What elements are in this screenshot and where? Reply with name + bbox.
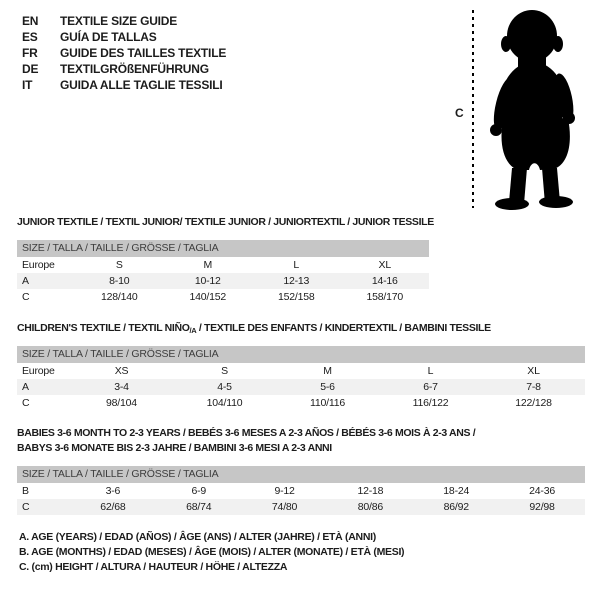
value-cell: L [427, 365, 434, 377]
value-cell: 12-13 [283, 275, 310, 287]
language-row [22, 45, 226, 61]
heading-text: BABYS 3-6 MONATE BIS 2-3 JAHRE / BAMBINI 3-6 MESI A 2-3 ANNI [17, 441, 332, 454]
value-cell: 116/122 [412, 397, 449, 409]
language-code: FR [22, 46, 38, 60]
value-cell: 6-7 [423, 381, 438, 393]
row-label-cell: C [22, 501, 30, 513]
size-header-label: SIZE / TALLA / TAILLE / GRÖSSE / TAGLIA [22, 348, 219, 360]
language-row [22, 13, 226, 29]
section-heading-line [17, 321, 491, 339]
guide-title: TEXTILE SIZE GUIDE [60, 14, 178, 28]
language-list [22, 13, 226, 93]
section-heading-babies [17, 426, 475, 455]
section-heading-junior [17, 215, 434, 230]
table-row [17, 483, 585, 499]
value-cell: M [203, 259, 213, 271]
language-code: IT [22, 78, 33, 92]
heading-text: CHILDREN'S TEXTILE / TEXTIL NIÑO [17, 322, 190, 334]
value-cell: 3-4 [114, 381, 129, 393]
value-cell: 12-18 [357, 485, 384, 497]
footnotes [19, 530, 404, 576]
value-cell: 86/92 [443, 501, 469, 513]
value-cell: 7-8 [526, 381, 541, 393]
row-label-cell: Europe [22, 365, 55, 377]
value-cell: XL [527, 365, 540, 377]
table-row [17, 363, 585, 379]
value-cell: 98/104 [106, 397, 137, 409]
table-row [17, 289, 429, 305]
value-cell: 6-9 [191, 485, 207, 497]
value-cell: 128/140 [100, 291, 138, 303]
language-code: EN [22, 14, 39, 28]
size-header-label: SIZE / TALLA / TAILLE / GRÖSSE / TAGLIA [22, 242, 219, 254]
guide-title: TEXTILGRÖßENFÜHRUNG [60, 62, 209, 76]
value-cell: 122/128 [515, 397, 552, 409]
value-cell: L [293, 259, 300, 271]
value-cell: 104/110 [206, 397, 243, 409]
table-row [17, 379, 585, 395]
value-cell: 10-12 [194, 275, 221, 287]
value-cell: 68/74 [186, 501, 212, 513]
value-cell: 158/170 [366, 291, 404, 303]
row-label-cell: C [22, 291, 30, 303]
value-cell: 5-6 [320, 381, 335, 393]
value-cell: 80/86 [357, 501, 384, 513]
table-row [17, 499, 585, 515]
size-header-bar [17, 346, 585, 363]
value-cell: 3-6 [105, 485, 121, 497]
value-cell: 62/68 [100, 501, 126, 513]
row-label-cell: Europe [22, 259, 55, 271]
size-header-label: SIZE / TALLA / TAILLE / GRÖSSE / TAGLIA [22, 468, 219, 480]
table-row [17, 395, 585, 411]
language-code: ES [22, 30, 38, 44]
row-label-cell: A [22, 275, 29, 287]
subscript-text: /A [189, 326, 197, 335]
row-label-cell: B [22, 485, 29, 497]
value-cell: 4-5 [217, 381, 232, 393]
footnote-line: A. AGE (YEARS) / EDAD (AÑOS) / ÂGE (ANS) / ALTER (JAHRE) / ETÀ (ANNI) [19, 531, 376, 543]
size-header-bar [17, 240, 429, 257]
babies-size-table [17, 466, 585, 515]
guide-title: GUIDA ALLE TAGLIE TESSILI [60, 78, 223, 92]
heading-text: BABIES 3-6 MONTH TO 2-3 YEARS / BEBÉS 3-6 MESES A 2-3 AÑOS / BÉBÉS 3-6 MOIS À 2-3 ANS / [17, 427, 476, 439]
language-row [22, 29, 226, 45]
size-header-bar [17, 466, 585, 483]
section-heading-line [17, 441, 475, 456]
value-cell: XS [114, 365, 129, 377]
junior-size-table [17, 240, 429, 305]
section-heading-line [17, 426, 475, 441]
value-cell: XL [378, 259, 391, 271]
value-cell: 9-12 [274, 485, 295, 497]
row-label-cell: C [22, 397, 30, 409]
value-cell: 140/152 [189, 291, 227, 303]
section-heading-children [17, 321, 491, 339]
value-cell: 8-10 [109, 275, 130, 287]
language-row [22, 61, 226, 77]
value-cell: 74/80 [271, 501, 298, 513]
section-heading-line [17, 215, 434, 230]
footnote-line: C. (cm) HEIGHT / ALTURA / HAUTEUR / HÖHE / ALTEZZA [19, 561, 288, 574]
value-cell: S [221, 365, 228, 377]
height-measure-dotted-line [472, 10, 474, 208]
toddler-silhouette-icon [482, 8, 592, 210]
table-row [17, 257, 429, 273]
value-cell: M [323, 365, 332, 377]
value-cell: 110/116 [310, 397, 345, 409]
guide-title: GUIDE DES TAILLES TEXTILE [60, 46, 227, 60]
children-size-table [17, 346, 585, 411]
value-cell: 14-16 [371, 275, 398, 287]
table-row [17, 273, 429, 289]
footnote-line: B. AGE (MONTHS) / EDAD (MESES) / ÂGE (MOIS) / ALTER (MONATE) / ETÀ (MESI) [19, 546, 405, 559]
heading-text: / TEXTILE DES ENFANTS / KINDERTEXTIL / BAMBINI TESSILE [196, 322, 491, 334]
value-cell: S [115, 259, 123, 271]
heading-text: JUNIOR TEXTILE / TEXTIL JUNIOR/ TEXTILE JUNIOR / JUNIORTEXTIL / JUNIOR TESSILE [17, 216, 434, 228]
row-label-cell: A [22, 381, 29, 393]
guide-title: GUÍA DE TALLAS [60, 30, 157, 44]
value-cell: 152/158 [277, 291, 315, 303]
value-cell: 18-24 [443, 485, 470, 497]
language-row [22, 77, 226, 93]
language-code: DE [22, 62, 39, 76]
height-measure-label: C [455, 106, 464, 120]
value-cell: 92/98 [529, 501, 555, 513]
value-cell: 24-36 [529, 485, 555, 497]
